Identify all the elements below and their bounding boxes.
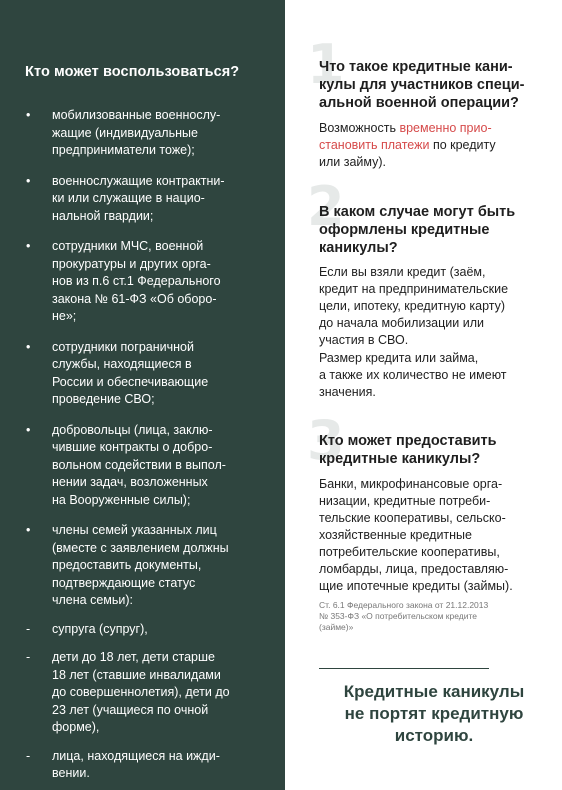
- list-item-text: сотрудники пограничной службы, находящиеся в России и обеспечивающие проведение СВО;: [52, 339, 209, 406]
- dash-marker: -: [26, 621, 31, 636]
- list-item-text: добровольцы (лица, заклю- чившие контракты о добро- вольном содействии в выпол- нении задач, возложенных на Вооруженные силы);: [52, 422, 226, 507]
- info-panel: [285, 0, 562, 790]
- legal-source-note: Ст. 6.1 Федерального закона от 21.12.2013 № 353-ФЗ «О потребительском кредите (займе)»: [319, 600, 489, 632]
- list-item-text: мобилизованные военнослу- жащие (индивидуальные предприниматели тоже);: [52, 108, 221, 157]
- list-item-text: дети до 18 лет, дети старше 18 лет (ставшие инвалидами до совершеннолетия), дети до 23 лет (учащиеся по очной форме),: [52, 650, 230, 734]
- answer-text: по кредиту или займу).: [319, 138, 496, 169]
- section-answer: [319, 120, 555, 171]
- bullet-marker: •: [26, 523, 31, 537]
- section-question: В каком случае могут быть оформлены кредитные каникулы?: [319, 204, 516, 256]
- eligibility-heading: Кто может воспользоваться?: [25, 64, 240, 80]
- list-item: [0, 621, 285, 639]
- dash-marker: -: [26, 748, 31, 763]
- bullet-marker: •: [26, 339, 31, 354]
- list-item: [0, 748, 285, 783]
- section-number: 1: [307, 33, 345, 96]
- section-question: Что такое кредитные кани- кулы для участников специ- альной военной операции?: [319, 59, 525, 111]
- bullet-marker: •: [26, 108, 31, 122]
- bullet-marker: •: [26, 239, 31, 253]
- bullet-marker: •: [26, 422, 31, 437]
- list-item: [0, 238, 285, 326]
- bullet-marker: •: [26, 173, 31, 188]
- section-paragraph: Размер кредита или займа, а также их количество не имеют значения.: [319, 351, 507, 399]
- section-number: 2: [307, 175, 345, 238]
- list-item-text: члены семей указанных лиц (вместе с заявлением должны предоставить документы, подтверждающие статус члена семьи):: [52, 523, 229, 607]
- list-item: [0, 107, 285, 160]
- list-item-text: лица, находящиеся на ижди- вении.: [52, 748, 220, 780]
- section-question: Кто может предоставить кредитные каникулы?: [319, 433, 497, 467]
- list-item: [0, 173, 285, 226]
- answer-text: Возможность: [319, 121, 400, 135]
- divider: [319, 668, 489, 669]
- answer-highlight: временно прио- становить платежи: [319, 121, 492, 152]
- eligibility-list: [0, 107, 285, 783]
- list-item-text: сотрудники МЧС, военной прокуратуры и других орга- нов из п.6 ст.1 Федерального закона № 61-ФЗ «Об оборо- не»;: [52, 239, 221, 323]
- tagline: Кредитные каникулы не портят кредитную историю.: [343, 682, 525, 745]
- section-paragraph: Если вы взяли кредит (заём, кредит на предпринимательские цели, ипотеку, кредитную карту) до начала мобилизации или участия в СВО.: [319, 265, 509, 347]
- list-item-text: супруга (супруг),: [52, 621, 148, 636]
- section-paragraph: Банки, микрофинансовые орга- низации, кредитные потреби- тельские кооперативы, сельско- хозяйственные кредитные потребительские кооперативы, ломбарды, лица, предоставляю- щие ипотечные кредиты (займы).: [319, 477, 513, 593]
- list-item-text: военнослужащие контрактни- ки или служащие в нацио- нальной гвардии;: [52, 173, 225, 223]
- dash-marker: -: [26, 650, 31, 664]
- list-item: [0, 522, 285, 610]
- list-item: [0, 649, 285, 737]
- section-number: 3: [307, 409, 345, 472]
- list-item: [0, 339, 285, 409]
- list-item: [0, 422, 285, 510]
